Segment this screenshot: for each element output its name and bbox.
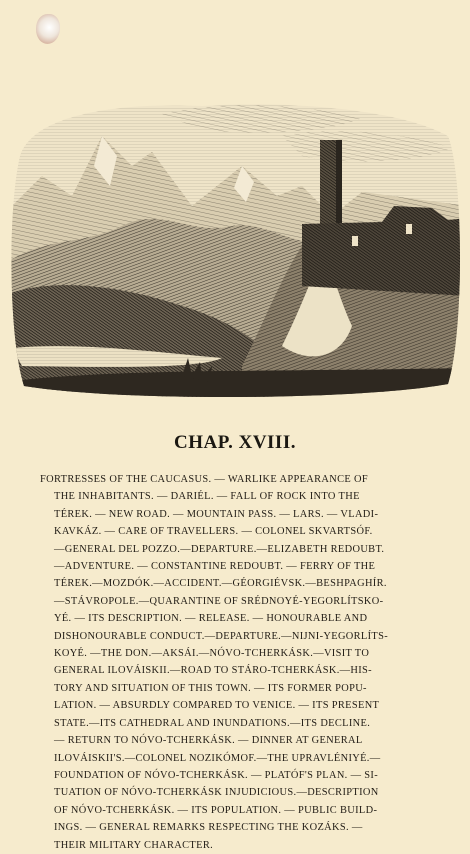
summary-line: — RETURN TO NÓVO-TCHERKÁSK. — DINNER AT GENERAL: [54, 735, 363, 747]
summary-line: —ADVENTURE. — CONSTANTINE REDOUBT. — FERRY OF THE: [54, 561, 376, 573]
summary-line: YÉ. — ITS DESCRIPTION. — RELEASE. — HONOURABLE AND: [54, 613, 368, 625]
summary-line: TORY AND SITUATION OF THIS TOWN. — ITS FORMER POPU-: [54, 682, 367, 694]
summary-line: TÉREK.—MOZDÓK.—ACCIDENT.—GÉORGIÉVSK.—BESHPAGHÍR.: [54, 578, 387, 590]
summary-line: —STÁVROPOLE.—QUARANTINE OF SRÉDNOYÉ-YEGORLÍTSKO-: [54, 595, 384, 607]
chapter-title: CHAP. XVIII.: [174, 432, 296, 453]
summary-line: KAVKÁZ. — CARE OF TRAVELLERS. — COLONEL SKVARTSÓF.: [54, 526, 373, 538]
summary-line: OF NÓVO-TCHERKÁSK. — ITS POPULATION. — PUBLIC BUILD-: [54, 804, 378, 816]
chapter-summary: [40, 471, 422, 854]
summary-line: INGS. — GENERAL REMARKS RESPECTING THE KOZÁKS. —: [54, 822, 363, 834]
summary-line: ILOVÁISKII'S.—COLONEL NOZIKÓMOF.—THE UPRAVLÉNIYÉ.—: [54, 752, 381, 764]
engraving-illustration: [2, 96, 468, 402]
summary-line: STATE.—ITS CATHEDRAL AND INUNDATIONS.—ITS DECLINE.: [54, 717, 371, 729]
summary-line: GENERAL ILOVÁISKII.—ROAD TO STÁRO-TCHERKÁSK.—HIS-: [54, 665, 372, 677]
summary-line: LATION. — ABSURDLY COMPARED TO VENICE. — ITS PRESENT: [54, 700, 380, 712]
paper-stain: [36, 14, 60, 44]
summary-line: TUATION OF NÓVO-TCHERKÁSK INJUDICIOUS.—DESCRIPTION: [54, 787, 379, 799]
summary-line: FORTRESSES OF THE CAUCASUS. — WARLIKE APPEARANCE OF: [40, 474, 369, 485]
summary-line: DISHONOURABLE CONDUCT.—DEPARTURE.—NIJNI-YEGORLÍTS-: [54, 630, 389, 642]
summary-line: TÉREK. — NEW ROAD. — MOUNTAIN PASS. — LARS. — VLADI-: [54, 508, 379, 520]
summary-line: THE INHABITANTS. — DARIÉL. — FALL OF ROCK INTO THE: [54, 491, 360, 503]
summary-line: THEIR MILITARY CHARACTER.: [54, 839, 214, 851]
summary-line: FOUNDATION OF NÓVO-TCHERKÁSK. — PLATÓF'S PLAN. — SI-: [54, 769, 379, 781]
summary-line: KOYÉ. —THE DON.—AKSÁI.—NÓVO-TCHERKÁSK.—VISIT TO: [54, 648, 370, 660]
summary-line: —GENERAL DEL POZZO.—DEPARTURE.—ELIZABETH REDOUBT.: [54, 543, 385, 555]
